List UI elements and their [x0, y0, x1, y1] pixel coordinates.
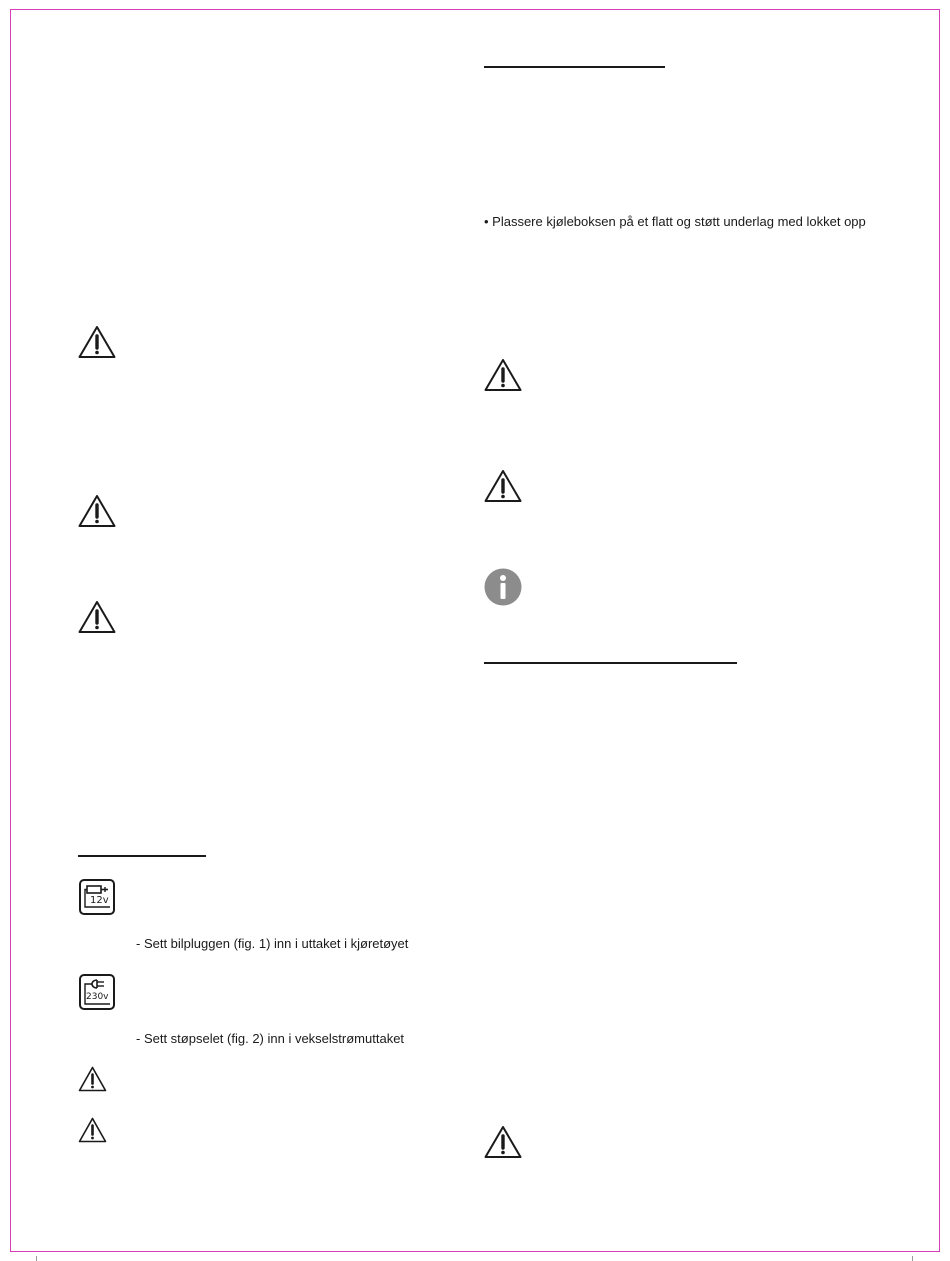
- info-circle-icon: [484, 568, 522, 606]
- section-heading-rule: [484, 662, 737, 664]
- warning-triangle-icon: [484, 1125, 522, 1159]
- placement-bullet: • Plassere kjøleboksen på et flatt og støtt underlag med lokket opp: [484, 214, 866, 229]
- crop-mark-left: [36, 1256, 37, 1261]
- page-border: [10, 9, 940, 1252]
- car-12v-plug-icon: [79, 879, 115, 915]
- warning-triangle-icon: [484, 469, 522, 503]
- crop-mark-right: [912, 1256, 913, 1261]
- mains-230v-plug-icon: [79, 974, 115, 1010]
- car-plug-instruction: - Sett bilpluggen (fig. 1) inn i uttaket i kjøretøyet: [136, 936, 409, 951]
- mains-plug-instruction: - Sett støpselet (fig. 2) inn i vekselstrømuttaket: [136, 1031, 405, 1046]
- section-heading-rule: [484, 66, 665, 68]
- mains-plug-badge-label: 230v: [86, 992, 109, 1002]
- warning-triangle-icon: [78, 1066, 107, 1092]
- warning-triangle-icon: [78, 325, 116, 359]
- warning-triangle-icon: [78, 1117, 107, 1143]
- warning-triangle-icon: [484, 358, 522, 392]
- car-plug-badge-label: 12v: [90, 895, 109, 906]
- section-heading-rule: [78, 855, 206, 857]
- warning-triangle-icon: [78, 600, 116, 634]
- warning-triangle-icon: [78, 494, 116, 528]
